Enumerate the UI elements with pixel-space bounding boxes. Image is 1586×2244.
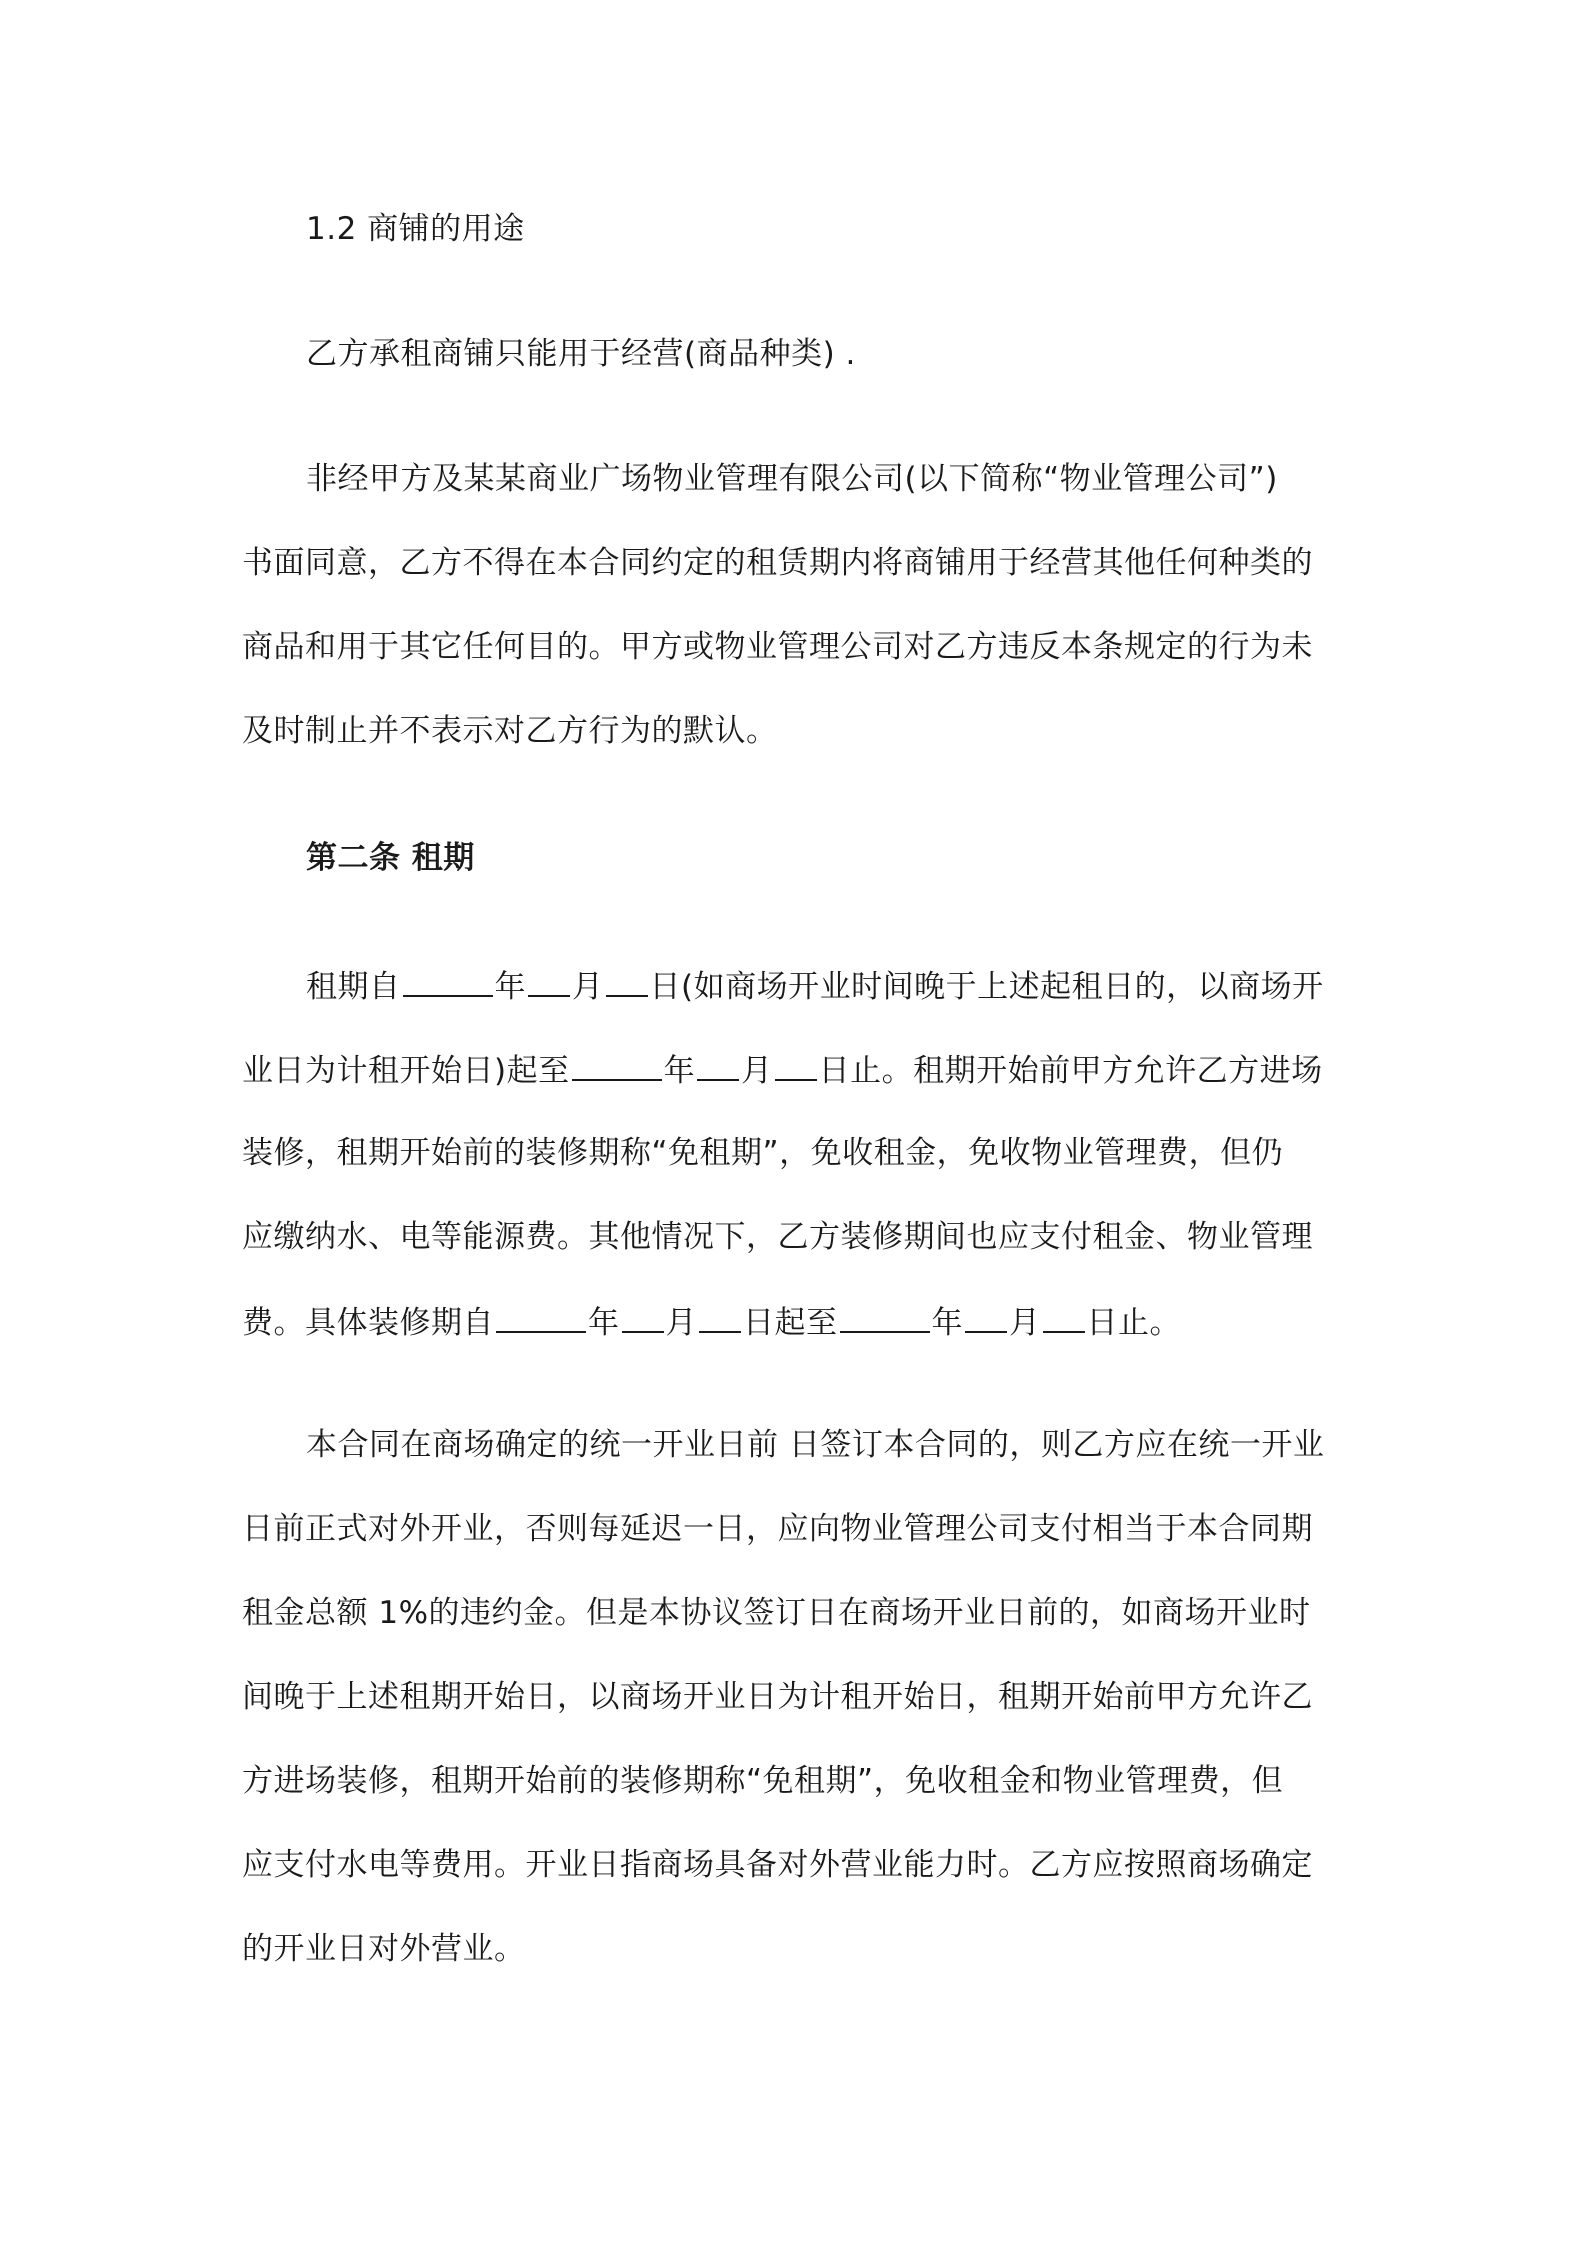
- blank-day[interactable]: [699, 1301, 741, 1333]
- lease-line-1: [306, 965, 1324, 1007]
- lease-text: 年: [663, 1053, 696, 1089]
- blank-year[interactable]: [403, 965, 493, 997]
- lease-text: 年: [588, 1305, 620, 1341]
- lease-text: 费。具体装修期自: [242, 1305, 494, 1341]
- opening-line-6: 应支付水电等费用。开业日指商场具备对外营业能力时。乙方应按照商场确定: [242, 1847, 1313, 1883]
- blank-year[interactable]: [496, 1301, 586, 1333]
- opening-line-4: 间晚于上述租期开始日，以商场开业日为计租开始日，租期开始前甲方允许乙: [242, 1679, 1313, 1715]
- opening-line-7: 的开业日对外营业。: [242, 1931, 526, 1967]
- consent-line-1: 非经甲方及某某商业广场物业管理有限公司(以下简称“物业管理公司”): [306, 461, 1278, 497]
- lease-text: 月: [665, 1305, 697, 1341]
- lease-text: 年: [494, 969, 526, 1005]
- lease-line-3: 装修，租期开始前的装修期称“免租期”，免收租金，免收物业管理费，但仍: [242, 1135, 1284, 1171]
- blank-month[interactable]: [528, 965, 570, 997]
- lease-text: 月: [741, 1053, 773, 1089]
- lease-text: 月: [1009, 1305, 1041, 1341]
- lease-text: 日起至: [743, 1305, 838, 1341]
- blank-day[interactable]: [606, 965, 648, 997]
- lease-line-2: [242, 1049, 1323, 1091]
- blank-month[interactable]: [965, 1301, 1007, 1333]
- article-2-heading: 第二条 租期: [306, 840, 475, 876]
- blank-day[interactable]: [1043, 1301, 1085, 1333]
- lease-text: 租期自: [306, 969, 401, 1005]
- blank-month[interactable]: [622, 1301, 664, 1333]
- opening-line-3: 租金总额 1%的违约金。但是本协议签订日在商场开业日前的，如商场开业时: [242, 1595, 1311, 1631]
- opening-line-2: 日前正式对外开业，否则每延迟一日，应向物业管理公司支付相当于本合同期: [242, 1511, 1313, 1547]
- consent-line-2: 书面同意，乙方不得在本合同约定的租赁期内将商铺用于经营其他任何种类的: [242, 545, 1313, 581]
- lease-text: 日止。租期开始前甲方允许乙方进场: [818, 1053, 1323, 1089]
- consent-line-3: 商品和用于其它任何目的。甲方或物业管理公司对乙方违反本条规定的行为未: [242, 629, 1313, 665]
- lease-line-5: [242, 1301, 1181, 1343]
- blank-month[interactable]: [697, 1049, 739, 1081]
- consent-line-4: 及时制止并不表示对乙方行为的默认。: [242, 713, 778, 749]
- lease-text: 年: [931, 1305, 963, 1341]
- blank-day[interactable]: [775, 1049, 817, 1081]
- lease-text: 业日为计租开始日)起至: [242, 1053, 570, 1089]
- opening-line-5: 方进场装修，租期开始前的装修期称“免租期”，免收租金和物业管理费，但: [242, 1763, 1284, 1799]
- section-heading-1-2: 1.2 商铺的用途: [306, 211, 525, 247]
- lease-line-4: 应缴纳水、电等能源费。其他情况下，乙方装修期间也应支付租金、物业管理: [242, 1219, 1313, 1255]
- lease-text: 日止。: [1086, 1305, 1181, 1341]
- usage-paragraph: 乙方承租商铺只能用于经营(商品种类) .: [306, 336, 856, 372]
- lease-text: 日(如商场开业时间晚于上述起租日的，以商场开: [649, 969, 1324, 1005]
- blank-year[interactable]: [840, 1301, 930, 1333]
- blank-year[interactable]: [572, 1049, 662, 1081]
- opening-line-1: 本合同在商场确定的统一开业日前 日签订本合同的，则乙方应在统一开业: [306, 1427, 1325, 1463]
- lease-text: 月: [572, 969, 604, 1005]
